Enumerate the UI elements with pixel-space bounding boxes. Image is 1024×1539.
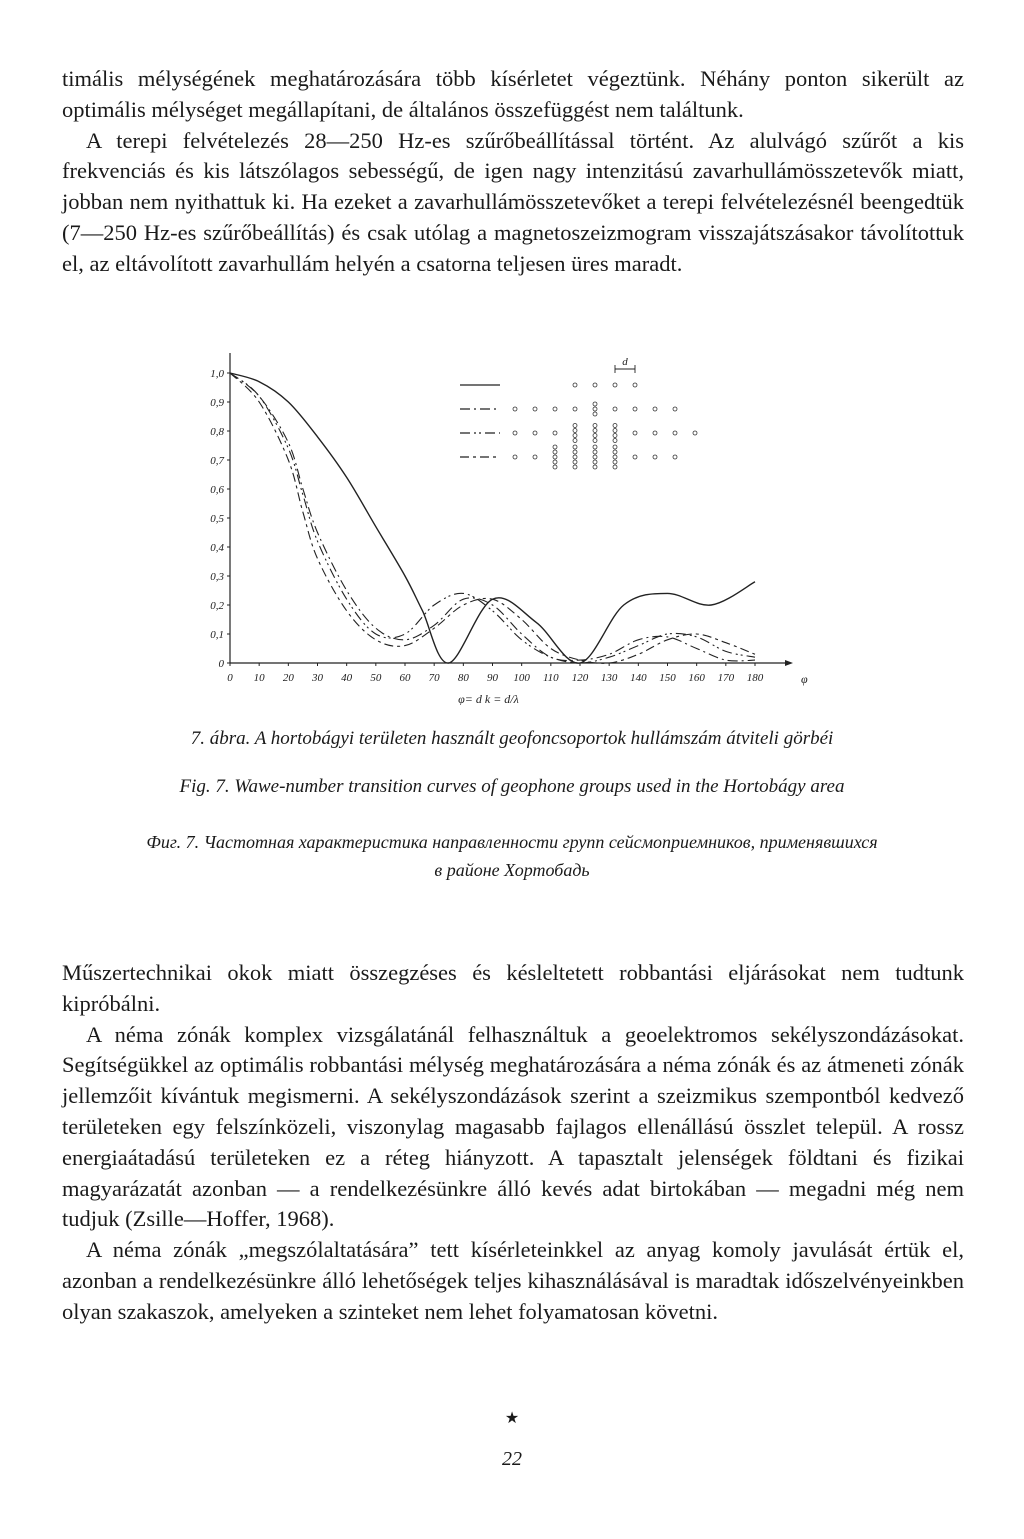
legend-geophone-marker xyxy=(613,434,617,438)
legend-geophone-marker xyxy=(593,402,597,406)
series-line-2 xyxy=(230,373,755,661)
legend-geophone-marker xyxy=(613,407,617,411)
text-block-bottom xyxy=(62,958,964,1328)
x-tick-label: 90 xyxy=(487,672,498,684)
paragraph: A néma zónák komplex vizsgálatánál felhasználtuk a geoelektromos sekélyszondázásokat. Segítségükkel az optimális robbantási mélység meghatározására a néma zónák és az átmeneti zónák jellemzőit kívántuk megismerni. A sekélyszondázások szerint a szeizmikus szempontból kedvező területeken egy felszínközeli, viszonylag magasabb fajlagos ellenállású összlet települ. A rossz energiaátadású területeken ez a réteg hiányzott. A tapasztalt jelenségek földtani és fizikai magyarázatát azonban — a rendelkezésünkre álló kevés adat birtokában — megadni még nem tudjuk (Zsille—Hoffer, 1968). xyxy=(62,1021,964,1232)
chart-axes xyxy=(227,353,793,666)
x-tick-label: 40 xyxy=(341,672,353,684)
y-tick-label: 0,1 xyxy=(210,629,224,641)
legend-geophone-marker xyxy=(593,439,597,443)
page-number: 22 xyxy=(502,1448,522,1470)
legend-geophone-marker xyxy=(573,465,577,469)
x-tick-label: 60 xyxy=(399,672,411,684)
legend-geophone-marker xyxy=(613,465,617,469)
x-tick-label: 140 xyxy=(630,672,647,684)
y-tick-label: 0,2 xyxy=(210,600,224,612)
legend-geophone-marker xyxy=(553,445,557,449)
section-ornament: ★ xyxy=(504,1410,520,1427)
x-tick-label: 100 xyxy=(513,672,530,684)
legend-geophone-marker xyxy=(553,455,557,459)
legend-geophone-marker xyxy=(593,429,597,433)
legend-geophone-marker xyxy=(573,429,577,433)
legend-geophone-marker xyxy=(613,439,617,443)
legend-geophone-marker xyxy=(613,383,617,387)
legend-geophone-marker xyxy=(553,465,557,469)
paragraph: timális mélységének meghatározására több kísérletet végeztünk. Néhány ponton sikerült az optimális mélységet megállapítani, de általános összefüggést nem találtunk. xyxy=(62,66,964,122)
legend-geophone-marker xyxy=(673,431,677,435)
x-tick-label: 150 xyxy=(659,672,676,684)
legend-geophone-marker xyxy=(673,407,677,411)
legend-geophone-marker xyxy=(593,412,597,416)
x-axis-formula: φ= d k = d/λ xyxy=(458,692,519,705)
y-tick-label: 0,3 xyxy=(210,571,224,583)
legend-geophone-marker xyxy=(653,407,657,411)
x-tick-label: 160 xyxy=(688,672,705,684)
legend-geophone-marker xyxy=(573,439,577,443)
legend-geophone-marker xyxy=(613,450,617,454)
legend-geophone-marker xyxy=(553,460,557,464)
x-tick-label: 180 xyxy=(746,672,764,684)
x-tick-label: 120 xyxy=(571,672,589,684)
legend-geophone-marker xyxy=(513,407,517,411)
legend-geophone-marker xyxy=(593,455,597,459)
legend-geophone-marker xyxy=(593,434,597,438)
figure-caption-hungarian: 7. ábra. A hortobágyi területen használt geofoncsoportok hullámszám átviteli görbéi xyxy=(190,728,834,749)
x-tick-label: 70 xyxy=(428,672,440,684)
paragraph: A terepi felvételezés 28—250 Hz-es szűrőbeállítással történt. Az alulvágó szűrőt a kis frekvenciás és kis látszólagos sebességű, de igen nagy intenzitású zavarhullámösszetevők miatt, jobban nem nyithattuk ki. Ha ezeket a zavarhullámösszetevőket a terepi felvételezésnél beengedtük (7—250 Hz-es szűrőbeállítás) és csak utólag a magnetoszeizmogram visszajátszásakor távolítottuk el, az eltávolított zavarhullám helyén a csatorna teljesen üres maradt. xyxy=(62,127,964,276)
x-tick-label: 0 xyxy=(227,672,233,684)
y-tick-label: 0,6 xyxy=(210,484,224,496)
x-tick-label: 10 xyxy=(253,672,265,684)
y-tick-label: 1,0 xyxy=(210,368,224,380)
caption-ru-line: Фиг. 7. Частотная характеристика направленности групп сейсмоприемников, применявшихся xyxy=(146,832,878,852)
legend-geophone-marker xyxy=(693,431,697,435)
legend-geophone-marker xyxy=(533,431,537,435)
y-tick-label: 0 xyxy=(218,658,224,670)
paragraph: A néma zónák „megszólaltatására” tett kísérleteinkkel az anyag komoly javulását értük el, azonban a rendelkezésünkre álló lehetőségek teljes kihasználásával is maradtak időszelvényeinkben olyan szakaszok, amelyeken a szinteket nem lehet folyamatosan követni. xyxy=(62,1237,964,1324)
legend-geophone-marker xyxy=(673,455,677,459)
x-axis-label: φ xyxy=(801,672,808,686)
legend-geophone-marker xyxy=(633,431,637,435)
legend-geophone-marker xyxy=(633,455,637,459)
legend-geophone-marker xyxy=(593,407,597,411)
caption-ru-line: в районе Хортобадь xyxy=(434,860,590,880)
x-axis-arrow-icon xyxy=(785,660,793,666)
x-tick-label: 50 xyxy=(370,672,382,684)
paragraph: Műszertechnikai okok miatt összegzéses és késleltetett robbantási eljárásokat nem tudtunk kipróbálni. xyxy=(62,960,964,1016)
legend-geophone-marker xyxy=(573,445,577,449)
legend-geophone-marker xyxy=(613,429,617,433)
series-line-4 xyxy=(230,373,755,663)
legend-geophone-marker xyxy=(653,431,657,435)
chart-labels xyxy=(210,368,808,705)
legend-geophone-marker xyxy=(533,455,537,459)
y-tick-label: 0,7 xyxy=(210,455,224,467)
legend-geophone-marker xyxy=(533,407,537,411)
y-tick-label: 0,5 xyxy=(210,513,224,525)
legend-geophone-marker xyxy=(633,407,637,411)
spacing-label: d xyxy=(622,356,628,368)
x-tick-label: 30 xyxy=(312,672,323,684)
legend-geophone-marker xyxy=(573,450,577,454)
y-tick-label: 0,8 xyxy=(210,426,224,438)
legend-geophone-marker xyxy=(593,450,597,454)
legend-geophone-marker xyxy=(613,424,617,428)
legend-geophone-marker xyxy=(553,450,557,454)
figure-caption-english: Fig. 7. Wawe-number transition curves of geophone groups used in the Hortobágy area xyxy=(179,776,845,797)
legend-geophone-marker xyxy=(573,383,577,387)
legend-geophone-marker xyxy=(613,455,617,459)
legend-geophone-marker xyxy=(593,465,597,469)
legend-geophone-marker xyxy=(513,431,517,435)
legend-geophone-marker xyxy=(573,407,577,411)
legend-geophone-marker xyxy=(613,445,617,449)
legend-geophone-marker xyxy=(593,424,597,428)
legend-geophone-marker xyxy=(553,431,557,435)
legend-geophone-marker xyxy=(593,460,597,464)
series-line-1 xyxy=(230,373,755,663)
x-tick-label: 80 xyxy=(457,672,469,684)
x-tick-label: 130 xyxy=(600,672,618,684)
text-block-top xyxy=(62,64,964,280)
x-tick-label: 110 xyxy=(542,672,559,684)
legend-geophone-marker xyxy=(633,383,637,387)
series-line-3 xyxy=(230,373,755,663)
x-tick-label: 170 xyxy=(717,672,735,684)
legend-geophone-marker xyxy=(593,445,597,449)
legend-geophone-marker xyxy=(593,383,597,387)
y-tick-label: 0,4 xyxy=(210,542,224,554)
chart-series xyxy=(230,373,755,663)
legend-geophone-marker xyxy=(513,455,517,459)
legend-geophone-marker xyxy=(573,455,577,459)
legend-geophone-marker xyxy=(653,455,657,459)
y-tick-label: 0,9 xyxy=(210,397,224,409)
legend-geophone-marker xyxy=(613,460,617,464)
legend-geophone-marker xyxy=(573,424,577,428)
chart-legend xyxy=(460,356,697,469)
figure-caption-russian xyxy=(0,828,1024,884)
wavenumber-chart xyxy=(195,345,835,705)
legend-geophone-marker xyxy=(573,434,577,438)
legend-geophone-marker xyxy=(553,407,557,411)
x-tick-label: 20 xyxy=(282,672,294,684)
legend-geophone-marker xyxy=(573,460,577,464)
